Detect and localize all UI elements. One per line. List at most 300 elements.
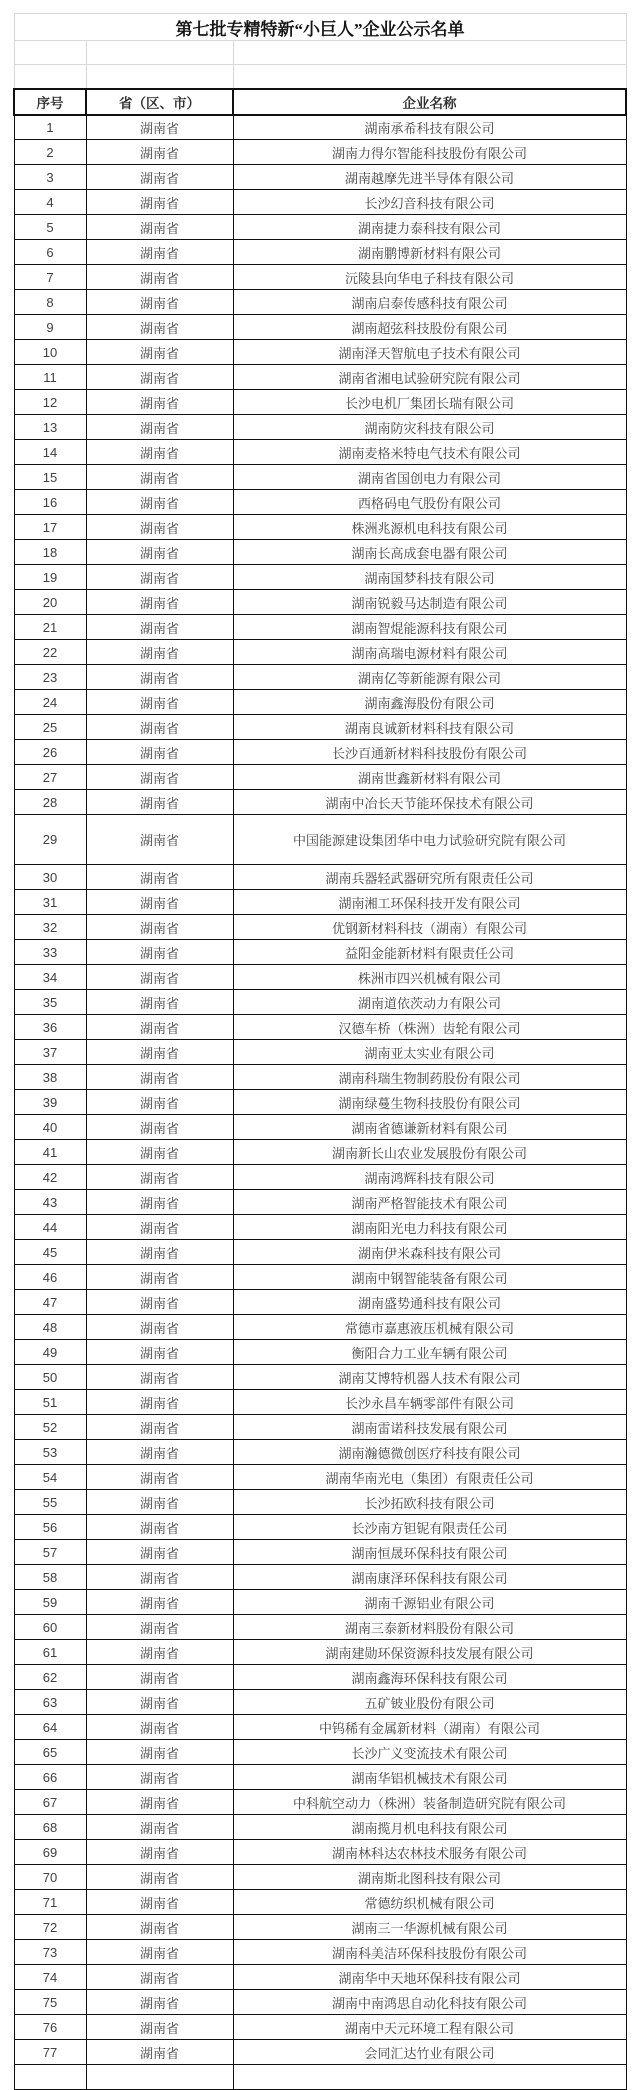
seq-cell: 2 — [14, 140, 86, 165]
seq-cell: 55 — [14, 1490, 86, 1515]
seq-cell: 42 — [14, 1165, 86, 1190]
table-row — [14, 615, 626, 640]
seq-cell: 36 — [14, 1015, 86, 1040]
seq-cell: 27 — [14, 765, 86, 790]
company-name-cell: 湖南道依茨动力有限公司 — [233, 990, 626, 1015]
seq-cell: 45 — [14, 1240, 86, 1265]
trailing-empty-row — [14, 2065, 626, 2090]
company-name-cell: 湖南承希科技有限公司 — [233, 115, 626, 140]
table-row — [14, 640, 626, 665]
seq-cell: 20 — [14, 590, 86, 615]
seq-cell: 76 — [14, 2015, 86, 2040]
table-row — [14, 265, 626, 290]
table-row — [14, 115, 626, 140]
company-name-cell: 长沙永昌车辆零部件有限公司 — [233, 1390, 626, 1415]
province-cell: 湖南省 — [86, 815, 233, 865]
table-row — [14, 1690, 626, 1715]
company-name-cell: 湖南启泰传感科技有限公司 — [233, 290, 626, 315]
province-cell: 湖南省 — [86, 190, 233, 215]
company-name-cell: 汉德车桥（株洲）齿轮有限公司 — [233, 1015, 626, 1040]
table-row — [14, 1740, 626, 1765]
province-cell: 湖南省 — [86, 740, 233, 765]
company-name-cell: 湖南省国创电力有限公司 — [233, 465, 626, 490]
seq-cell: 32 — [14, 915, 86, 940]
company-name-cell: 湖南华铝机械技术有限公司 — [233, 1765, 626, 1790]
company-name-cell: 湖南雷诺科技发展有限公司 — [233, 1415, 626, 1440]
blank-cell — [14, 41, 86, 65]
company-name-cell: 会同汇达竹业有限公司 — [233, 2040, 626, 2065]
seq-cell: 5 — [14, 215, 86, 240]
table-row — [14, 165, 626, 190]
province-cell: 湖南省 — [86, 690, 233, 715]
company-name-cell: 湖南三一华源机械有限公司 — [233, 1915, 626, 1940]
company-name-cell: 湖南鹏博新材料有限公司 — [233, 240, 626, 265]
company-name-cell: 湖南千源铝业有限公司 — [233, 1590, 626, 1615]
seq-cell: 56 — [14, 1515, 86, 1540]
company-name-cell: 中科航空动力（株洲）装备制造研究院有限公司 — [233, 1790, 626, 1815]
province-cell: 湖南省 — [86, 465, 233, 490]
province-cell: 湖南省 — [86, 340, 233, 365]
company-table-body — [14, 115, 626, 2090]
province-cell: 湖南省 — [86, 1915, 233, 1940]
seq-cell: 60 — [14, 1615, 86, 1640]
company-name-cell: 湖南防灾科技有限公司 — [233, 415, 626, 440]
province-cell: 湖南省 — [86, 1665, 233, 1690]
province-cell: 湖南省 — [86, 1165, 233, 1190]
table-row — [14, 2040, 626, 2065]
seq-cell: 39 — [14, 1090, 86, 1115]
province-cell: 湖南省 — [86, 1115, 233, 1140]
company-name-cell: 湖南鸿辉科技有限公司 — [233, 1165, 626, 1190]
company-name-cell: 湖南亚太实业有限公司 — [233, 1040, 626, 1065]
seq-cell: 1 — [14, 115, 86, 140]
province-cell: 湖南省 — [86, 515, 233, 540]
seq-cell: 24 — [14, 690, 86, 715]
table-row — [14, 1340, 626, 1365]
table-row — [14, 740, 626, 765]
province-cell: 湖南省 — [86, 1540, 233, 1565]
province-cell: 湖南省 — [86, 1565, 233, 1590]
province-cell: 湖南省 — [86, 1390, 233, 1415]
province-cell: 湖南省 — [86, 215, 233, 240]
company-name-cell: 湖南中冶长天节能环保技术有限公司 — [233, 790, 626, 815]
seq-cell: 63 — [14, 1690, 86, 1715]
province-cell: 湖南省 — [86, 640, 233, 665]
province-cell: 湖南省 — [86, 1240, 233, 1265]
company-name-cell: 长沙百通新材料科技股份有限公司 — [233, 740, 626, 765]
table-row — [14, 1490, 626, 1515]
seq-cell: 16 — [14, 490, 86, 515]
province-cell: 湖南省 — [86, 240, 233, 265]
company-name-cell: 湖南华中天地环保科技有限公司 — [233, 1965, 626, 1990]
table-row — [14, 1990, 626, 2015]
company-name-cell: 湖南良诚新材料科技有限公司 — [233, 715, 626, 740]
table-row — [14, 590, 626, 615]
company-name-cell: 湖南康泽环保科技有限公司 — [233, 1565, 626, 1590]
table-row — [14, 915, 626, 940]
province-cell: 湖南省 — [86, 265, 233, 290]
company-name-cell: 长沙广义变流技术有限公司 — [233, 1740, 626, 1765]
province-cell: 湖南省 — [86, 1515, 233, 1540]
seq-cell: 71 — [14, 1890, 86, 1915]
table-row — [14, 1540, 626, 1565]
seq-cell: 31 — [14, 890, 86, 915]
company-name-cell: 湖南建勋环保资源科技发展有限公司 — [233, 1640, 626, 1665]
province-cell: 湖南省 — [86, 2015, 233, 2040]
seq-cell: 68 — [14, 1815, 86, 1840]
seq-cell: 37 — [14, 1040, 86, 1065]
province-cell: 湖南省 — [86, 415, 233, 440]
seq-cell: 66 — [14, 1765, 86, 1790]
seq-cell: 28 — [14, 790, 86, 815]
seq-cell: 14 — [14, 440, 86, 465]
column-header-province: 省（区、市） — [86, 89, 233, 115]
seq-cell: 12 — [14, 390, 86, 415]
table-row — [14, 865, 626, 890]
province-cell: 湖南省 — [86, 1190, 233, 1215]
province-cell: 湖南省 — [86, 1490, 233, 1515]
province-cell: 湖南省 — [86, 1590, 233, 1615]
table-row — [14, 1890, 626, 1915]
table-row — [14, 440, 626, 465]
company-name-cell: 长沙拓欧科技有限公司 — [233, 1490, 626, 1515]
company-table — [13, 13, 627, 2090]
seq-cell: 64 — [14, 1715, 86, 1740]
table-row — [14, 890, 626, 915]
company-name-cell: 湖南新长山农业发展股份有限公司 — [233, 1140, 626, 1165]
blank-cell — [233, 41, 626, 65]
province-cell: 湖南省 — [86, 1090, 233, 1115]
province-cell: 湖南省 — [86, 1290, 233, 1315]
seq-cell: 49 — [14, 1340, 86, 1365]
company-name-cell: 湖南瀚德微创医疗科技有限公司 — [233, 1440, 626, 1465]
table-row — [14, 2015, 626, 2040]
table-row — [14, 1965, 626, 1990]
table-row — [14, 1640, 626, 1665]
title-row — [14, 14, 626, 41]
table-row — [14, 415, 626, 440]
seq-cell: 8 — [14, 290, 86, 315]
province-cell: 湖南省 — [86, 1840, 233, 1865]
table-row — [14, 315, 626, 340]
table-row — [14, 1940, 626, 1965]
table-row — [14, 1190, 626, 1215]
province-cell: 湖南省 — [86, 790, 233, 815]
province-cell: 湖南省 — [86, 390, 233, 415]
province-cell: 湖南省 — [86, 940, 233, 965]
table-row — [14, 940, 626, 965]
seq-cell: 7 — [14, 265, 86, 290]
seq-cell: 11 — [14, 365, 86, 390]
company-name-cell: 西格码电气股份有限公司 — [233, 490, 626, 515]
seq-cell: 34 — [14, 965, 86, 990]
province-cell: 湖南省 — [86, 1365, 233, 1390]
seq-cell: 50 — [14, 1365, 86, 1390]
table-row — [14, 1065, 626, 1090]
blank-cell — [86, 65, 233, 89]
table-row — [14, 215, 626, 240]
table-row — [14, 1215, 626, 1240]
company-name-cell: 湖南湘工环保科技开发有限公司 — [233, 890, 626, 915]
table-row — [14, 1390, 626, 1415]
seq-cell: 33 — [14, 940, 86, 965]
seq-cell: 46 — [14, 1265, 86, 1290]
seq-cell: 69 — [14, 1840, 86, 1865]
company-name-cell: 湖南阳光电力科技有限公司 — [233, 1215, 626, 1240]
province-cell: 湖南省 — [86, 865, 233, 890]
seq-cell: 22 — [14, 640, 86, 665]
company-name-cell: 湖南严格智能技术有限公司 — [233, 1190, 626, 1215]
province-cell: 湖南省 — [86, 990, 233, 1015]
province-cell: 湖南省 — [86, 1740, 233, 1765]
province-cell: 湖南省 — [86, 1940, 233, 1965]
header-row — [14, 89, 626, 115]
province-cell: 湖南省 — [86, 965, 233, 990]
seq-cell: 72 — [14, 1915, 86, 1940]
table-row — [14, 1865, 626, 1890]
table-row — [14, 1665, 626, 1690]
table-row — [14, 1765, 626, 1790]
seq-cell: 75 — [14, 1990, 86, 2015]
province-cell: 湖南省 — [86, 1690, 233, 1715]
seq-cell: 65 — [14, 1740, 86, 1765]
blank-cell — [233, 65, 626, 89]
seq-cell: 43 — [14, 1190, 86, 1215]
table-row — [14, 1365, 626, 1390]
seq-cell: 53 — [14, 1440, 86, 1465]
province-cell — [86, 2065, 233, 2090]
company-name-cell: 湖南恒晟环保科技有限公司 — [233, 1540, 626, 1565]
table-row — [14, 1165, 626, 1190]
company-name-cell: 湖南揽月机电科技有限公司 — [233, 1815, 626, 1840]
seq-cell: 26 — [14, 740, 86, 765]
company-name-cell: 湖南科美洁环保科技股份有限公司 — [233, 1940, 626, 1965]
seq-cell: 51 — [14, 1390, 86, 1415]
table-row — [14, 490, 626, 515]
seq-cell: 44 — [14, 1215, 86, 1240]
province-cell: 湖南省 — [86, 1015, 233, 1040]
province-cell: 湖南省 — [86, 715, 233, 740]
table-row — [14, 1090, 626, 1115]
company-name-cell: 湖南麦格米特电气技术有限公司 — [233, 440, 626, 465]
seq-cell: 77 — [14, 2040, 86, 2065]
province-cell: 湖南省 — [86, 1790, 233, 1815]
table-row — [14, 990, 626, 1015]
company-name-cell: 湖南中钢智能装备有限公司 — [233, 1265, 626, 1290]
province-cell: 湖南省 — [86, 915, 233, 940]
seq-cell: 23 — [14, 665, 86, 690]
company-name-cell: 湖南斯北图科技有限公司 — [233, 1865, 626, 1890]
seq-cell: 19 — [14, 565, 86, 590]
province-cell: 湖南省 — [86, 2040, 233, 2065]
table-row — [14, 1565, 626, 1590]
seq-cell: 61 — [14, 1640, 86, 1665]
province-cell: 湖南省 — [86, 1990, 233, 2015]
table-row — [14, 390, 626, 415]
province-cell: 湖南省 — [86, 1340, 233, 1365]
company-name-cell: 湖南中天元环境工程有限公司 — [233, 2015, 626, 2040]
company-name-cell: 湖南国梦科技有限公司 — [233, 565, 626, 590]
company-name-cell: 湖南中南鸿思自动化科技有限公司 — [233, 1990, 626, 2015]
table-row — [14, 1040, 626, 1065]
seq-cell: 3 — [14, 165, 86, 190]
company-name-cell: 湖南越摩先进半导体有限公司 — [233, 165, 626, 190]
table-row — [14, 790, 626, 815]
company-name-cell: 湖南亿等新能源有限公司 — [233, 665, 626, 690]
seq-cell: 21 — [14, 615, 86, 640]
province-cell: 湖南省 — [86, 365, 233, 390]
seq-cell: 48 — [14, 1315, 86, 1340]
company-name-cell: 常德市嘉惠液压机械有限公司 — [233, 1315, 626, 1340]
seq-cell: 40 — [14, 1115, 86, 1140]
page-title: 第七批专精特新“小巨人”企业公示名单 — [14, 14, 626, 41]
table-row — [14, 1815, 626, 1840]
province-cell: 湖南省 — [86, 590, 233, 615]
province-cell: 湖南省 — [86, 890, 233, 915]
table-row — [14, 1915, 626, 1940]
table-head — [14, 14, 626, 115]
table-row — [14, 1015, 626, 1040]
table-row — [14, 815, 626, 865]
company-name-cell: 湖南盛势通科技有限公司 — [233, 1290, 626, 1315]
table-row — [14, 1115, 626, 1140]
company-name-cell: 长沙南方钽铌有限责任公司 — [233, 1515, 626, 1540]
seq-cell: 18 — [14, 540, 86, 565]
seq-cell: 70 — [14, 1865, 86, 1890]
table-row — [14, 1290, 626, 1315]
table-row — [14, 1265, 626, 1290]
table-row — [14, 690, 626, 715]
company-name-cell: 湖南绿蔓生物科技股份有限公司 — [233, 1090, 626, 1115]
table-row — [14, 665, 626, 690]
table-row — [14, 765, 626, 790]
seq-cell: 38 — [14, 1065, 86, 1090]
table-row — [14, 1840, 626, 1865]
seq-cell: 74 — [14, 1965, 86, 1990]
seq-cell: 30 — [14, 865, 86, 890]
company-name-cell: 长沙幻音科技有限公司 — [233, 190, 626, 215]
seq-cell: 10 — [14, 340, 86, 365]
blank-cell — [86, 41, 233, 65]
company-name-cell: 株洲兆源机电科技有限公司 — [233, 515, 626, 540]
province-cell: 湖南省 — [86, 615, 233, 640]
seq-cell: 59 — [14, 1590, 86, 1615]
company-name-cell: 湖南三泰新材料股份有限公司 — [233, 1615, 626, 1640]
seq-cell: 47 — [14, 1290, 86, 1315]
company-name-cell: 湖南捷力泰科技有限公司 — [233, 215, 626, 240]
company-name-cell: 衡阳合力工业车辆有限公司 — [233, 1340, 626, 1365]
blank-cell — [14, 65, 86, 89]
province-cell: 湖南省 — [86, 1640, 233, 1665]
province-cell: 湖南省 — [86, 1140, 233, 1165]
province-cell: 湖南省 — [86, 290, 233, 315]
seq-cell: 6 — [14, 240, 86, 265]
province-cell: 湖南省 — [86, 1440, 233, 1465]
province-cell: 湖南省 — [86, 1215, 233, 1240]
province-cell: 湖南省 — [86, 540, 233, 565]
seq-cell: 62 — [14, 1665, 86, 1690]
company-name-cell: 湖南泽天智航电子技术有限公司 — [233, 340, 626, 365]
seq-cell: 9 — [14, 315, 86, 340]
table-row — [14, 1240, 626, 1265]
table-row — [14, 290, 626, 315]
company-name-cell: 湖南锐毅马达制造有限公司 — [233, 590, 626, 615]
province-cell: 湖南省 — [86, 115, 233, 140]
company-name-cell: 益阳金能新材料有限责任公司 — [233, 940, 626, 965]
table-row — [14, 140, 626, 165]
table-row — [14, 340, 626, 365]
table-row — [14, 1615, 626, 1640]
table-row — [14, 1415, 626, 1440]
seq-cell: 29 — [14, 815, 86, 865]
province-cell: 湖南省 — [86, 565, 233, 590]
seq-cell: 13 — [14, 415, 86, 440]
province-cell: 湖南省 — [86, 1715, 233, 1740]
province-cell: 湖南省 — [86, 1815, 233, 1840]
table-row — [14, 565, 626, 590]
company-name-cell: 湖南华南光电（集团）有限责任公司 — [233, 1465, 626, 1490]
province-cell: 湖南省 — [86, 140, 233, 165]
company-name-cell: 湖南长高成套电器有限公司 — [233, 540, 626, 565]
province-cell: 湖南省 — [86, 1040, 233, 1065]
company-name-cell: 长沙电机厂集团长瑞有限公司 — [233, 390, 626, 415]
province-cell: 湖南省 — [86, 165, 233, 190]
province-cell: 湖南省 — [86, 1765, 233, 1790]
company-name-cell: 沅陵县向华电子科技有限公司 — [233, 265, 626, 290]
province-cell: 湖南省 — [86, 1065, 233, 1090]
table-row — [14, 1515, 626, 1540]
company-name-cell: 常德纺织机械有限公司 — [233, 1890, 626, 1915]
table-row — [14, 1715, 626, 1740]
province-cell: 湖南省 — [86, 1965, 233, 1990]
province-cell: 湖南省 — [86, 490, 233, 515]
seq-cell: 73 — [14, 1940, 86, 1965]
seq-cell: 15 — [14, 465, 86, 490]
province-cell: 湖南省 — [86, 440, 233, 465]
company-name-cell: 湖南力得尔智能科技股份有限公司 — [233, 140, 626, 165]
table-row — [14, 715, 626, 740]
company-name-cell: 湖南伊米森科技有限公司 — [233, 1240, 626, 1265]
company-name-cell: 湖南高瑞电源材料有限公司 — [233, 640, 626, 665]
company-name-cell: 湖南艾博特机器人技术有限公司 — [233, 1365, 626, 1390]
province-cell: 湖南省 — [86, 765, 233, 790]
seq-cell: 4 — [14, 190, 86, 215]
company-name-cell: 湖南兵器轻武器研究所有限责任公司 — [233, 865, 626, 890]
province-cell: 湖南省 — [86, 1890, 233, 1915]
table-row — [14, 540, 626, 565]
province-cell: 湖南省 — [86, 1615, 233, 1640]
seq-cell: 52 — [14, 1415, 86, 1440]
company-name-cell: 优钢新材料科技（湖南）有限公司 — [233, 915, 626, 940]
seq-cell: 41 — [14, 1140, 86, 1165]
column-header-company: 企业名称 — [233, 89, 626, 115]
province-cell: 湖南省 — [86, 665, 233, 690]
seq-cell: 35 — [14, 990, 86, 1015]
company-name-cell: 湖南省德谦新材料有限公司 — [233, 1115, 626, 1140]
province-cell: 湖南省 — [86, 315, 233, 340]
table-row — [14, 1590, 626, 1615]
table-row — [14, 515, 626, 540]
company-name-cell: 五矿铍业股份有限公司 — [233, 1690, 626, 1715]
company-name-cell: 湖南林科达农林技术服务有限公司 — [233, 1840, 626, 1865]
table-row — [14, 1465, 626, 1490]
table-row — [14, 1790, 626, 1815]
seq-cell: 57 — [14, 1540, 86, 1565]
blank-row — [14, 41, 626, 65]
company-name-cell: 湖南鑫海股份有限公司 — [233, 690, 626, 715]
table-row — [14, 465, 626, 490]
table-row — [14, 190, 626, 215]
